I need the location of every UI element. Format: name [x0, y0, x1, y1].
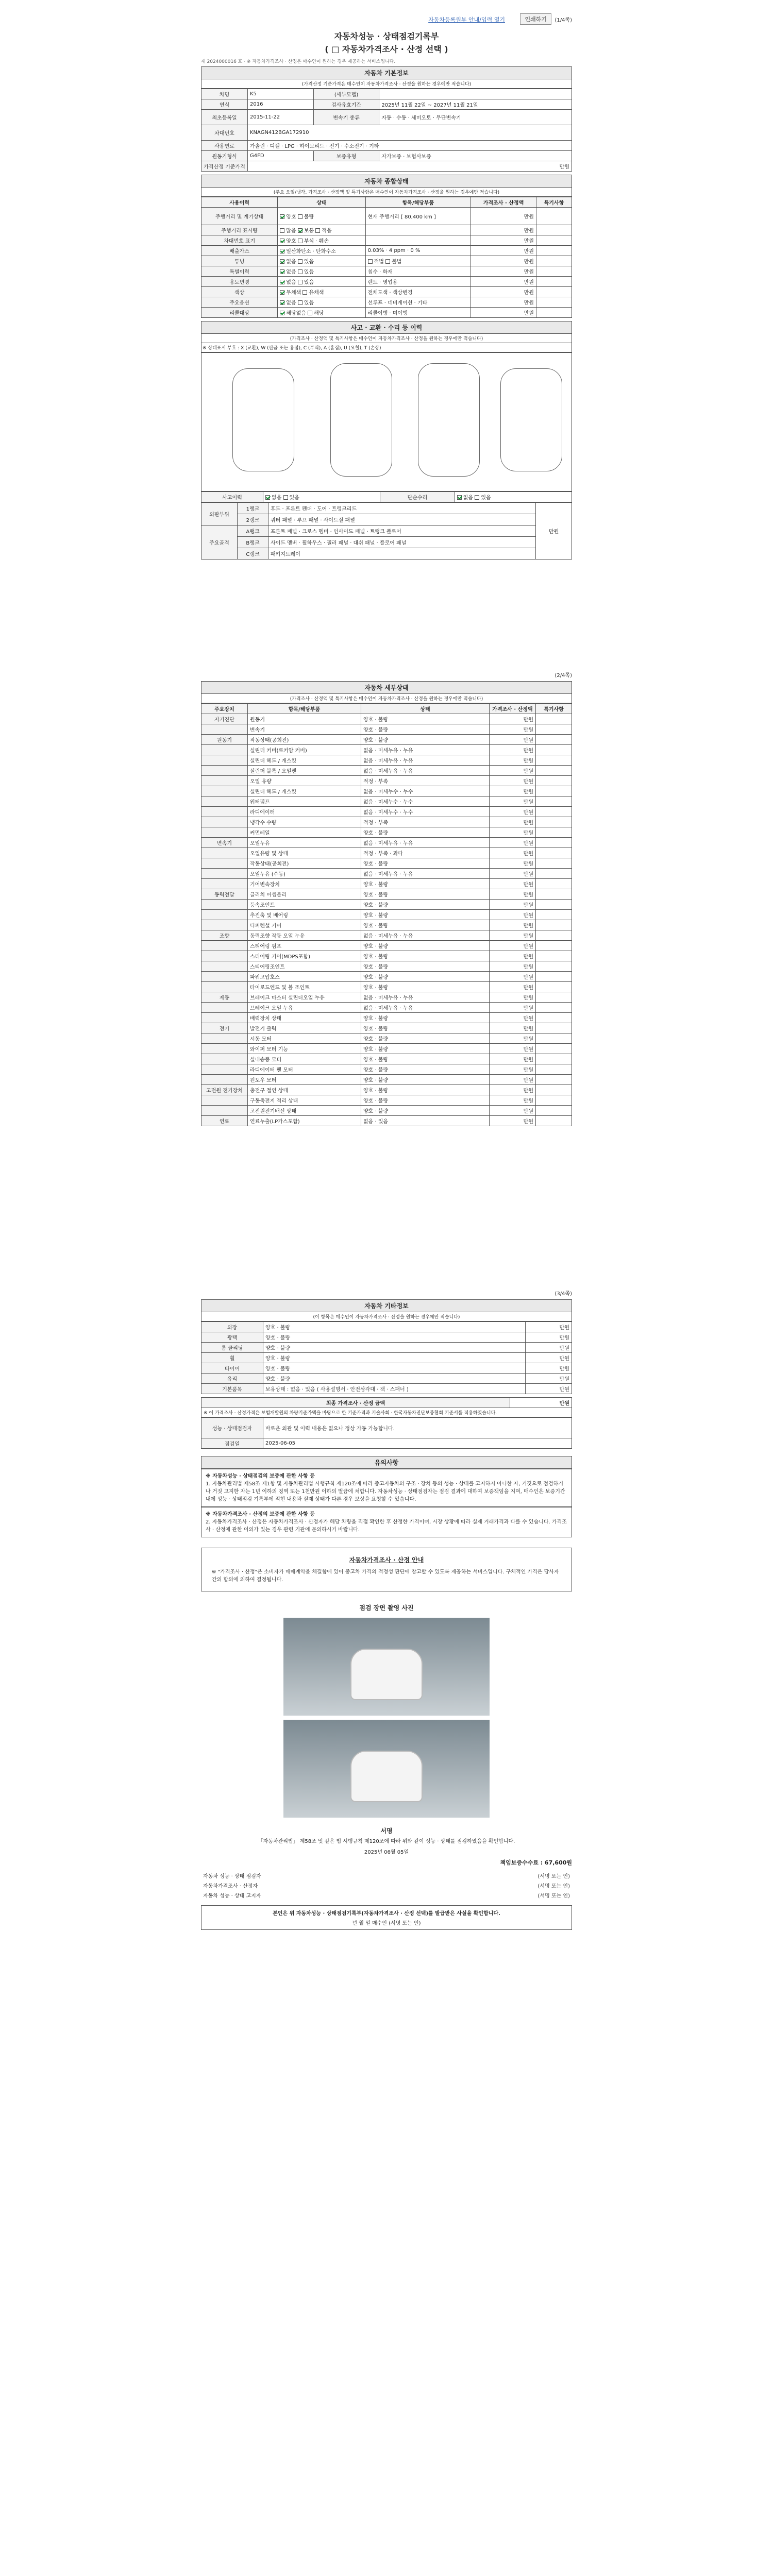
notice-section: 유의사항 [201, 1456, 572, 1469]
table-row: 라디에이터 팬 모터 양호 · 불량 만원 [201, 1064, 572, 1075]
signature-date: 2025년 06월 05일 [364, 1850, 409, 1855]
table-row: 스티어링조인트 양호 · 불량 만원 [201, 961, 572, 972]
table-row: 워터펌프 없음 · 미세누수 · 누수 만원 [201, 796, 572, 807]
table-row: 타이로드엔드 및 볼 조인트 양호 · 불량 만원 [201, 982, 572, 992]
page-number: (1/4쪽) [554, 18, 572, 23]
table-row: 실내송풍 모터 양호 · 불량 만원 [201, 1054, 572, 1064]
document-title: 자동차성능 · 상태점검기록부 [334, 31, 439, 41]
final-price-table: 최종 가격조사 · 산정 금액 만원 ※ 이 가격조사 · 산정가격은 보험개발원의 차량기준가액을 바탕으로 한 기준가격과 기술사회 · 한국자동차진단보증협회 기준서를 적용하였습니다. [201, 1397, 572, 1417]
table-row: 고전원전기배선 상태 양호 · 불량 만원 [201, 1106, 572, 1116]
registry-link[interactable]: 자동차등록원부 안내/입력 열기 [428, 16, 505, 23]
signature-law: 「자동차관리법」 제58조 및 같은 법 시행규칙 제120조에 따라 위와 같이 성능 · 상태를 점검하였음을 확인합니다. [258, 1839, 515, 1844]
table-row: 동력전달 클러치 어셈블리 양호 · 불량 만원 [201, 889, 572, 900]
accident-legend: ※ 상태표시 부호 : X (교환), W (판금 또는 용접), C (부식), A (흠집), U (요철), T (손상) [201, 343, 572, 352]
table-row: 오일누유 (수동) 없음 · 미세누유 · 누유 만원 [201, 869, 572, 879]
table-row: 와이퍼 모터 기능 양호 · 불량 만원 [201, 1044, 572, 1054]
notice-text-1: ※ 자동차성능 · 상태점검의 보증에 관한 사항 등 1. 자동차관리법 제58조 제1항 및 자동차관리법 시행규칙 제120조에 따라 중고자동차의 구조 · 장치 등의 성능 · 상태를 고지하지 아니한 자, 거짓으로 점검하거나 거짓 고지한 자는 1년 이하의 징역 또는 1천만원 이하의 벌금에 처합니다. 자동차성능 · 상태점검자는 점검 결과에 대하여 보증책임을 지며, 매수인은 보증기간 내에 성능 · 상태점검 기록부에 적힌 내용과 실제 상태가 다른 경우 보상을 요청할 수 있습니다. [201, 1469, 572, 1507]
table-row: 제동 브레이크 마스터 실린더오일 누유 없음 · 미세누유 · 누유 만원 [201, 992, 572, 1003]
detail-table: 주요장치 항목/해당부품 상태 가격조사 · 산정액 특기사항 자기진단 원동기 양호 · 불량 만원 변속기 양호 · 불량 만원 원동기 작동상태(공회전) 양호 · 불량 만원 실린더 커버(로커암 커버) 없음 · 미세누유 · 누유 만원 실린더 헤드 / 개스킷 없음 · 미세누유 · 누유 만원 실린더 블록 / 오일팬 없음 · 미세누유 · 누유 만원 오일 유량 적정 · 부족 만원 실린더 헤드 / 개스킷 없음 · 미세누수 · 누수 만원 워터펌프 없음 · 미세누수 · 누수 만원 라디에이터 없음 · 미세누수 · 누수 만원 냉각수 수량 적정 · 부족 만원 커먼레일 양호 · 불량 만원 변속기 오일누유 없음 · 미세누유 · 누유 만원 오일유량 및 상태 적정 · 부족 · 과다 만원 작동상태(공회전) 양호 · 불량 만원 오일누유 (수동) 없음 · 미세누유 · 누유 만원 기어변속장치 양호 · 불량 만원 동력전달 클러치 어셈블리 양호 · 불량 만원 등속조인트 양호 · 불량 만원 추진축 및 베어링 양호 · 불량 만원 디퍼렌셜 기어 양호 · 불량 만원 조향 동력조향 작동 오일 누유 없음 · 미세누유 · 누유 만원 스티어링 펌프 양호 · 불량 만원 스티어링 기어(MDPS포함) 양호 · 불량 만원 스티어링조인트 양호 · 불량 만원 파워고압호스 양호 · 불량 만원 타이로드엔드 및 볼 조인트 양호 · 불량 만원 제동 브레이크 마스터 실린더오일 누유 없음 · 미세누유 · 누유 만원 브레이크 오일 누유 없음 · 미세누유 · 누유 만원 배력장치 상태 양호 · 불량 만원 전기 발전기 출력 양호 · 불량 만원 시동 모터 양호 · 불량 만원 와이퍼 모터 기능 양호 · 불량 만원 실내송풍 모터 양호 · 불량 만원 라디에이터 팬 모터 양호 · 불량 만원 윈도우 모터 양호 · 불량 만원 고전원 전기장치 충전구 절연 상태 양호 · 불량 만원 구동축전지 격리 상태 양호 · 불량 만원 고전원전기배선 상태 양호 · 불량 만원 연료 연료누출(LP가스포함) 없음 · 있음 만원 [201, 703, 572, 1126]
photo-section: 점검 장면 촬영 사진 [201, 1602, 572, 1614]
table-row: 작동상태(공회전) 양호 · 불량 만원 [201, 858, 572, 869]
table-row: 변속기 오일누유 없음 · 미세누유 · 누유 만원 [201, 838, 572, 848]
table-row: 배력장치 상태 양호 · 불량 만원 [201, 1013, 572, 1023]
notice-text-2: ※ 자동차가격조사 · 산정의 보증에 관한 사항 등 2. 자동차가격조사 · 산정은 자동차가격조사 · 산정자가 해당 차량을 직접 확인한 후 산정한 가격이며, 시장 상황에 따라 실제 거래가격과 다를 수 있습니다. 가격조사 · 산정에 관한 이의가 있는 경우 관련 기관에 문의하시기 바랍니다. [201, 1507, 572, 1537]
table-row: 등속조인트 양호 · 불량 만원 [201, 900, 572, 910]
document-subtitle: ( □ 자동차가격조사 · 산정 선택 ) [325, 44, 448, 54]
table-row: 구동축전지 격리 상태 양호 · 불량 만원 [201, 1095, 572, 1106]
car-outline-right [500, 368, 562, 471]
print-button[interactable]: 인쇄하기 [520, 13, 551, 25]
table-row: 디퍼렌셜 기어 양호 · 불량 만원 [201, 920, 572, 930]
inspection-photo-rear [283, 1720, 490, 1818]
document-number: 제 2024000016 호 · ※ 자동차가격조사 · 산정은 매수인이 원하는 경우 제공하는 서비스입니다. [201, 59, 396, 64]
table-row: 커먼레일 양호 · 불량 만원 [201, 827, 572, 838]
accident-section: 사고 · 교환 · 수리 등 이력 [201, 321, 572, 334]
basic-info-note: (가격산정 기준가격은 매수인이 자동차가격조사 · 산정을 원하는 경우에만 적습니다) [201, 79, 572, 89]
car-photo [350, 1649, 423, 1700]
table-row: 오일유량 및 상태 적정 · 부족 · 과다 만원 [201, 848, 572, 858]
table-row: 변속기 양호 · 불량 만원 [201, 724, 572, 735]
table-row: 냉각수 수량 적정 · 부족 만원 [201, 817, 572, 827]
table-row: 원동기 작동상태(공회전) 양호 · 불량 만원 [201, 735, 572, 745]
detail-section: 자동차 세부상태 [201, 681, 572, 694]
car-photo [350, 1751, 423, 1802]
table-row: 기어변속장치 양호 · 불량 만원 [201, 879, 572, 889]
table-row: 자기진단 원동기 양호 · 불량 만원 [201, 714, 572, 724]
table-row: 조향 동력조향 작동 오일 누유 없음 · 미세누유 · 누유 만원 [201, 930, 572, 941]
detail-note: (가격조사 · 산정액 및 특기사항은 매수인이 자동차가격조사 · 산정을 원하는 경우에만 적습니다) [201, 694, 572, 703]
basic-info-section: 자동차 기본정보 [201, 66, 572, 79]
car-diagram [201, 352, 572, 492]
car-outline-left [232, 368, 294, 471]
inspection-photo-front [283, 1618, 490, 1716]
table-row: 파워고압호스 양호 · 불량 만원 [201, 972, 572, 982]
table-row: 실린더 블록 / 오일팬 없음 · 미세누유 · 누유 만원 [201, 766, 572, 776]
confirmation-footer: 본인은 위 자동차성능 · 상태점검기록부(자동차가격조사 · 산정 선택)를 발급받은 사실을 확인합니다. 년 월 일 매수인 (서명 또는 인) [201, 1905, 572, 1930]
checkbox[interactable] [280, 214, 284, 219]
exchange-table: 외판부위 1랭크 후드 · 프론트 펜더 · 도어 · 트렁크리드 만원 2랭크 쿼터 패널 · 루프 패널 · 사이드실 패널 주요골격 A랭크 프론트 패널 · 크로스 멤버 · 인사이드 패널 · 트렁크 플로어 B랭크 사이드 멤버 · 휠하우스 · 필러 패널 · 대쉬 패널 · 플로어 패널 C랭크 패키지트레이 [201, 502, 572, 560]
accident-note: (가격조사 · 산정액 및 특기사항은 매수인이 자동차가격조사 · 산정을 원하는 경우에만 적습니다) [201, 334, 572, 343]
table-row: 실린더 헤드 / 개스킷 없음 · 미세누수 · 누수 만원 [201, 786, 572, 796]
overall-state-table: 사용이력 상태 항목/해당부품 가격조사 · 산정액 특기사항 주행거리 및 계기상태 양호 불량 현재 주행거리 [ 80,400 km ] 만원 주행거리 표시량 많음 보통 적음 만원 차대번호 표기 양호 부식 · 훼손 만원 배출가스 일산화탄소 · 탄화수소 0.03% · 4 ppm · 0 % 만원 튜닝 없음 있음 적법 불법 만원 특별이력 없음 있음 침수 · 화재 만원 용도변경 없음 있음 렌트 · 영업용 만원 색상 무채색 유채색 전체도색 · 색상변경 만원 주요옵션 없음 있음 선루프 · 네비게이션 · 기타 만원 리콜대상 해당없음 해당 리콜이행 · 미이행 만원 [201, 197, 572, 318]
basic-info-table: 차명 K5 (세부모델) 연식 2016 검사유효기간 2025년 11월 22일 ~ 2027년 11월 21일 최초등록일 2015-11-22 변속기 종류 자동 · 수동 · 세미오토 · 무단변속기 차대번호 KNAGN412BGA172910 사용연료 가솔린 · 디젤 · LPG · 하이브리드 · 전기 · 수소전기 · 기타 원동기형식 G4FD 보증유형 자가보증 · 보험사보증 가격산정 기준가격 만원 [201, 89, 572, 172]
table-row: 윈도우 모터 양호 · 불량 만원 [201, 1075, 572, 1085]
table-row: 오일 유량 적정 · 부족 만원 [201, 776, 572, 786]
other-info-note: (이 항목은 매수인이 자동차가격조사 · 산정을 원하는 경우에만 적습니다) [201, 1312, 572, 1321]
signer-table: 자동차 성능 · 상태 점검자 (서명 또는 인) 자동차가격조사 · 산정자 (서명 또는 인) 자동차 성능 · 상태 고지자 (서명 또는 인) [203, 1874, 570, 1899]
top-bar [201, 10, 572, 28]
table-row: 브레이크 오일 누유 없음 · 미세누유 · 누유 만원 [201, 1003, 572, 1013]
accident-summary: 사고이력 없음 있음 단순수리 없음 있음 [201, 492, 572, 502]
pricing-notice-box: 자동차가격조사 · 산정 안내 ※ "가격조사 · 산정"은 소비자가 매매계약을 체결함에 있어 중고차 가격의 적정성 판단에 참고할 수 있도록 제공하는 서비스입니다. 구체적인 가격은 당사자 간의 합의에 의하여 결정됩니다. [201, 1548, 572, 1591]
page-3: (3/4쪽) 자동차 기타정보 (이 항목은 매수인이 자동차가격조사 · 산정을 원하는 경우에만 적습니다) 외장 양호 · 불량 만원 광택 양호 · 불량 만원 룸 클리닝 양호 · 불량 만원 휠 양호 · 불량 만원 타이어 양호 · 불량 만원 유리 양호 · 불량 만원 기본품목 보유상태 : 없음 · 있음 ( 사용설명서 · 안전삼각대 · 잭 · 스패너 ) 만원 최종 가격조사 · 산정 금액 만원 ※ 이 가격조사 · 산정가격은 보험개발원의 차량기준가액을 바탕으로 한 기준가격과 기술사회 · 한국자동차진단보증협회 기준서를 적용하였습니다. 성능 · 상태점검자 바로운 외관 및 이력 내용은 없으나 정상 가동 가능합니다. 점검일 2025-06-05 유의사항 ※ 자동차성능 · 상태점검의 보증에 관한 사항 등 1. 자동차관리법 제58조 제1항 및 자동차관리법 시행규칙 제120조에 따라 중고자동차의 구조 · 장치 등의 성능 · 상태를 고지하지 아니한 자, 거짓으로 점검하거나 거짓 고지한 자는 1년 이하의 징역 또는 1천만원 이하의 벌금에 처합니다. 자동차성능 · 상태점검자는 점검 결과에 대하여 보증책임을 지며, 매수인은 보증기간 내에 성능 · 상태점검 기록부에 적힌 내용과 실제 상태가 다른 경우 보상을 요청할 수 있습니다. ※ 자동차가격조사 · 산정의 보증에 관한 사항 등 2. 자동차가격조사 · 산정은 자동차가격조사 · 산정자가 해당 차량을 직접 확인한 후 산정한 가격이며, 시장 상황에 따라 실제 거래가격과 다를 수 있습니다. 가격조사 · 산정에 관한 이의가 있는 경우 관련 기관에 문의하시기 바랍니다. 자동차가격조사 · 산정 안내 ※ "가격조사 · 산정"은 소비자가 매매계약을 체결함에 있어 중고차 가격의 적정성 판단에 참고할 수 있도록 제공하는 서비스입니다. 구체적인 가격은 당사자 간의 합의에 의하여 결정됩니다. 점검 장면 촬영 사진 서명 「자동차관리법」 제58조 및 같은 법 시행규칙 제120조에 따라 위와 같이 성능 · 상태를 점검하였음을 확인합니다. 2025년 06월 05일 책임보증수수료 : 67,600원 자동차 성능 · 상태 점검자 (서명 또는 인) 자동차가격조사 · 산정자 (서명 또는 인) 자동차 성능 · 상태 고지자 (서명 또는 인) 본인은 위 자동차성능 · 상태점검기록부(자동차가격조사 · 산정 선택)를 발급받은 사실을 확인합니다. 년 월 일 매수인 (서명 또는 인) [201, 1288, 572, 2561]
other-info-table: 외장 양호 · 불량 만원 광택 양호 · 불량 만원 룸 클리닝 양호 · 불량 만원 휠 양호 · 불량 만원 타이어 양호 · 불량 만원 유리 양호 · 불량 만원 기본품목 보유상태 : 없음 · 있음 ( 사용설명서 · 안전삼각대 · 잭 · 스패너 ) 만원 [201, 1321, 572, 1394]
car-outline-top [330, 363, 392, 477]
opinion-table: 성능 · 상태점검자 바로운 외관 및 이력 내용은 없으나 정상 가동 가능합니다. 점검일 2025-06-05 [201, 1417, 572, 1449]
other-info-section: 자동차 기타정보 [201, 1299, 572, 1312]
table-row: 스티어링 기어(MDPS포함) 양호 · 불량 만원 [201, 951, 572, 961]
table-row: 연료 연료누출(LP가스포함) 없음 · 있음 만원 [201, 1116, 572, 1126]
fee: 책임보증수수료 : 67,600원 [500, 1859, 572, 1866]
overall-state-section: 자동차 종합상태 [201, 175, 572, 188]
overall-state-note: (주요 오일/냉각, 가격조사 · 산정액 및 특기사항은 매수인이 자동차가격조사 · 산정을 원하는 경우에만 적습니다) [201, 188, 572, 197]
table-row: 스티어링 펌프 양호 · 불량 만원 [201, 941, 572, 951]
table-row: 고전원 전기장치 충전구 절연 상태 양호 · 불량 만원 [201, 1085, 572, 1095]
page-2: (2/4쪽) 자동차 세부상태 (가격조사 · 산정액 및 특기사항은 매수인이 자동차가격조사 · 산정을 원하는 경우에만 적습니다) 주요장치 항목/해당부품 상태 가격조사 · 산정액 특기사항 자기진단 원동기 양호 · 불량 만원 변속기 양호 · 불량 만원 원동기 작동상태(공회전) 양호 · 불량 만원 실린더 커버(로커암 커버) 없음 · 미세누유 · 누유 만원 실린더 헤드 / 개스킷 없음 · 미세누유 · 누유 만원 실린더 블록 / 오일팬 없음 · 미세누유 · 누유 만원 오일 유량 적정 · 부족 만원 실린더 헤드 / 개스킷 없음 · 미세누수 · 누수 만원 워터펌프 없음 · 미세누수 · 누수 만원 라디에이터 없음 · 미세누수 · 누수 만원 냉각수 수량 적정 · 부족 만원 커먼레일 양호 · 불량 만원 변속기 오일누유 없음 · 미세누유 · 누유 만원 오일유량 및 상태 적정 · 부족 · 과다 만원 작동상태(공회전) 양호 · 불량 만원 오일누유 (수동) 없음 · 미세누유 · 누유 만원 기어변속장치 양호 · 불량 만원 동력전달 클러치 어셈블리 양호 · 불량 만원 등속조인트 양호 · 불량 만원 추진축 및 베어링 양호 · 불량 만원 디퍼렌셜 기어 양호 · 불량 만원 조향 동력조향 작동 오일 누유 없음 · 미세누유 · 누유 만원 스티어링 펌프 양호 · 불량 만원 스티어링 기어(MDPS포함) 양호 · 불량 만원 스티어링조인트 양호 · 불량 만원 파워고압호스 양호 · 불량 만원 타이로드엔드 및 볼 조인트 양호 · 불량 만원 제동 브레이크 마스터 실린더오일 누유 없음 · 미세누유 · 누유 만원 브레이크 오일 누유 없음 · 미세누유 · 누유 만원 배력장치 상태 양호 · 불량 만원 전기 발전기 출력 양호 · 불량 만원 시동 모터 양호 · 불량 만원 와이퍼 모터 기능 양호 · 불량 만원 실내송풍 모터 양호 · 불량 만원 라디에이터 팬 모터 양호 · 불량 만원 윈도우 모터 양호 · 불량 만원 고전원 전기장치 충전구 절연 상태 양호 · 불량 만원 구동축전지 격리 상태 양호 · 불량 만원 고전원전기배선 상태 양호 · 불량 만원 연료 연료누출(LP가스포함) 없음 · 있음 만원 [201, 670, 572, 1278]
table-row: 전기 발전기 출력 양호 · 불량 만원 [201, 1023, 572, 1033]
table-row: 실린더 커버(로커암 커버) 없음 · 미세누유 · 누유 만원 [201, 745, 572, 755]
car-outline-bottom [418, 363, 480, 477]
table-row: 라디에이터 없음 · 미세누수 · 누수 만원 [201, 807, 572, 817]
table-row: 시동 모터 양호 · 불량 만원 [201, 1033, 572, 1044]
table-row: 추진축 및 베어링 양호 · 불량 만원 [201, 910, 572, 920]
table-row: 실린더 헤드 / 개스킷 없음 · 미세누유 · 누유 만원 [201, 755, 572, 766]
page-1 [201, 10, 572, 659]
signature-section: 서명 [201, 1825, 572, 1837]
